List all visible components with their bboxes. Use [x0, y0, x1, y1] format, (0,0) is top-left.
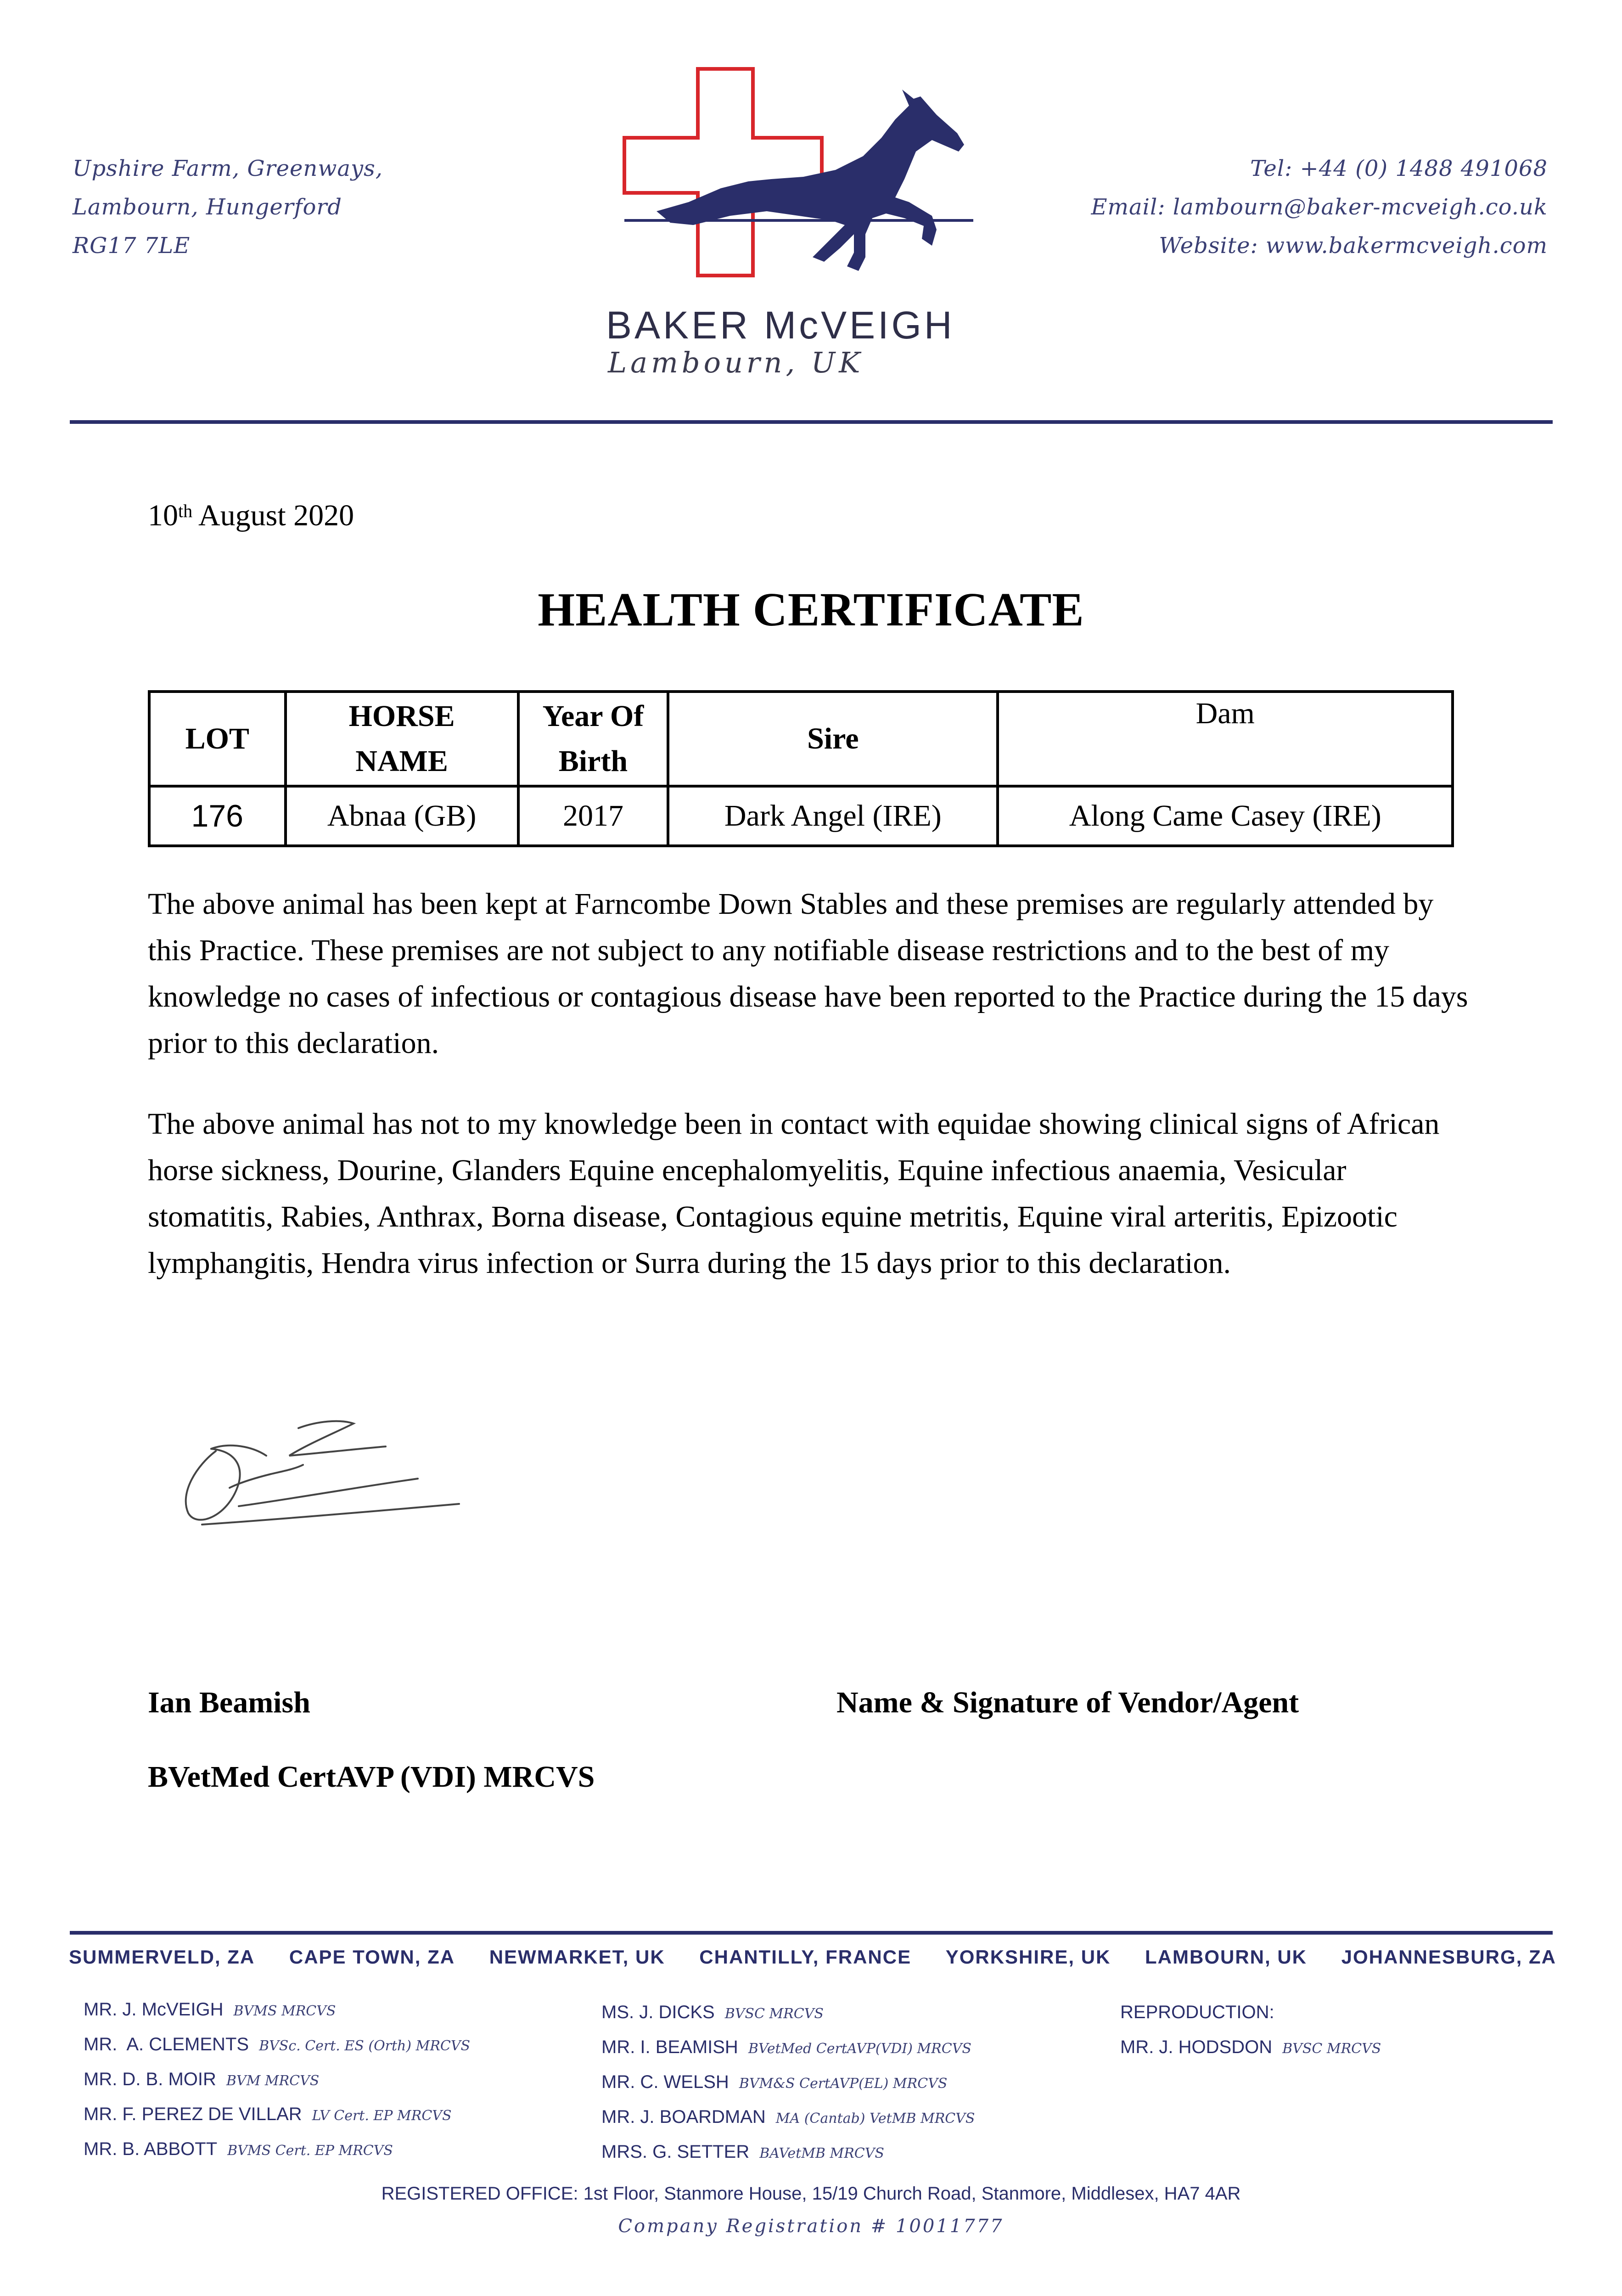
- horse-details-table: [148, 690, 1454, 847]
- header-year-of-birth: [518, 692, 668, 786]
- staff-entry: [1120, 1996, 1381, 2031]
- staff-entry: [84, 2063, 470, 2098]
- staff-quals: BVM MRCVS: [226, 2073, 320, 2089]
- staff-column-2: [601, 1996, 975, 2170]
- branch-item: CAPE TOWN, ZA: [289, 1946, 455, 1968]
- branch-list: [69, 1946, 1556, 1968]
- header-divider: [70, 420, 1553, 424]
- staff-name: MR. J. HODSDON: [1120, 2037, 1273, 2057]
- cell-dam: Along Came Casey (IRE): [998, 786, 1453, 846]
- date-day: 10: [148, 499, 178, 532]
- brand-name: BAKER McVEIGH: [606, 304, 955, 347]
- company-registration: Company Registration # 10011777: [618, 2216, 1004, 2237]
- staff-entry: [84, 1993, 470, 2028]
- staff-name: MR. J. McVEIGH: [84, 1999, 224, 2020]
- staff-entry: [601, 2031, 975, 2065]
- staff-quals: BVSC MRCVS: [1282, 2041, 1381, 2057]
- staff-entry: [601, 1996, 975, 2031]
- website-line: Website: www.bakermcveigh.com: [1159, 233, 1548, 259]
- declaration-paragraph-2: The above animal has not to my knowledge been in contact with equidae showing clinical signs of African horse sickness, Dourine, Glanders Equine encephalomyelitis, Equine infectious anaemia, Vesicular stomatitis, Rabies, Anthrax, Borna disease, Contagious equine metritis, Equine viral arteritis, Epizootic lymphangitis, Hendra virus infection or Surra during the 15 days prior to this declaration.: [148, 1107, 1440, 1280]
- staff-name: MR. B. ABBOTT: [84, 2139, 218, 2159]
- staff-quals: BVetMed CertAVP(VDI) MRCVS: [748, 2041, 971, 2057]
- staff-name: MR. C. WELSH: [601, 2072, 729, 2092]
- staff-name: MR. F. PEREZ DE VILLAR: [84, 2104, 302, 2124]
- email-line: Email: lambourn@baker-mcveigh.co.uk: [1091, 194, 1548, 220]
- staff-quals: BVM&S CertAVP(EL) MRCVS: [739, 2076, 948, 2092]
- staff-quals: BAVetMB MRCVS: [759, 2145, 884, 2161]
- header-sire: Sire: [668, 692, 998, 786]
- staff-entry: [601, 2100, 975, 2135]
- declaration-paragraph-1: The above animal has been kept at Farncombe Down Stables and these premises are regularly attended by this Practice. These premises are not subject to any notifiable disease restrictions and to the best of my knowledge no cases of infectious or contagious disease have been reported to the Practice during the 15 days prior to this declaration.: [148, 887, 1468, 1060]
- handwritten-signature: [161, 1414, 473, 1543]
- brand-location: Lambourn, UK: [608, 346, 864, 379]
- branch-item: NEWMARKET, UK: [489, 1946, 665, 1968]
- staff-entry: [84, 2098, 470, 2133]
- branch-item: CHANTILLY, FRANCE: [699, 1946, 912, 1968]
- address-line-2: Lambourn, Hungerford: [73, 194, 342, 220]
- signatory-name: Ian Beamish: [148, 1686, 310, 1719]
- brand-block: [606, 303, 982, 379]
- page-title: HEALTH CERTIFICATE: [538, 583, 1084, 636]
- address-line-3: RG17 7LE: [73, 233, 191, 259]
- header-yob-line2: Birth: [558, 744, 628, 778]
- header-horse-line1: HORSE: [348, 699, 455, 733]
- address-line-1: Upshire Farm, Greenways,: [73, 156, 383, 181]
- staff-name: MR. J. BOARDMAN: [601, 2107, 766, 2127]
- staff-column-3: [1120, 1996, 1381, 2065]
- staff-name: MRS. G. SETTER: [601, 2142, 750, 2162]
- staff-name: MR. D. B. MOIR: [84, 2069, 216, 2089]
- footer-divider: [70, 1931, 1553, 1935]
- date-suffix: th: [178, 501, 193, 521]
- staff-quals: BVMS Cert. EP MRCVS: [227, 2143, 393, 2159]
- staff-name: MS. J. DICKS: [601, 2002, 715, 2022]
- staff-column-1: [84, 1993, 470, 2167]
- staff-entry: [84, 2028, 470, 2063]
- header-lot: LOT: [149, 692, 286, 786]
- cell-horse-name: Abnaa (GB): [286, 786, 518, 846]
- staff-quals: BVMS MRCVS: [233, 2003, 336, 2019]
- header-horse-name: [286, 692, 518, 786]
- vendor-signature-label: Name & Signature of Vendor/Agent: [836, 1686, 1299, 1719]
- registered-office: REGISTERED OFFICE: 1st Floor, Stanmore House, 15/19 Church Road, Stanmore, Middlesex, HA7 4AR: [381, 2183, 1241, 2204]
- branch-item: LAMBOURN, UK: [1145, 1946, 1307, 1968]
- phone-line: Tel: +44 (0) 1488 491068: [1250, 156, 1548, 181]
- header-dam: Dam: [998, 692, 1453, 786]
- staff-entry: [601, 2065, 975, 2100]
- staff-entry: [1120, 2031, 1381, 2065]
- contact-block: [1091, 149, 1548, 265]
- staff-name: MR. I. BEAMISH: [601, 2037, 738, 2057]
- branch-item: YORKSHIRE, UK: [945, 1946, 1111, 1968]
- staff-quals: MA (Cantab) VetMB MRCVS: [775, 2110, 975, 2127]
- cell-sire: Dark Angel (IRE): [668, 786, 998, 846]
- cell-year-of-birth: 2017: [518, 786, 668, 846]
- branch-item: SUMMERVELD, ZA: [69, 1946, 255, 1968]
- staff-quals: BVSc. Cert. ES (Orth) MRCVS: [259, 2038, 471, 2054]
- horse-logo-icon: [615, 64, 982, 285]
- signatory-qualifications: BVetMed CertAVP (VDI) MRCVS: [148, 1760, 595, 1794]
- staff-entry: [601, 2135, 975, 2170]
- table-header-row: [149, 692, 1453, 786]
- table-row: [149, 786, 1453, 846]
- branch-item: JOHANNESBURG, ZA: [1341, 1946, 1556, 1968]
- staff-quals: LV Cert. EP MRCVS: [312, 2108, 452, 2124]
- staff-name: REPRODUCTION:: [1120, 2002, 1274, 2022]
- cell-lot: 176: [149, 786, 286, 846]
- letter-date: [148, 498, 354, 533]
- staff-name: MR. A. CLEMENTS: [84, 2034, 249, 2054]
- header-yob-line1: Year Of: [542, 699, 644, 733]
- address-block: [73, 149, 383, 265]
- staff-quals: BVSC MRCVS: [724, 2006, 824, 2022]
- staff-entry: [84, 2133, 470, 2167]
- header-horse-line2: NAME: [355, 744, 448, 778]
- date-month-year: August 2020: [192, 499, 354, 532]
